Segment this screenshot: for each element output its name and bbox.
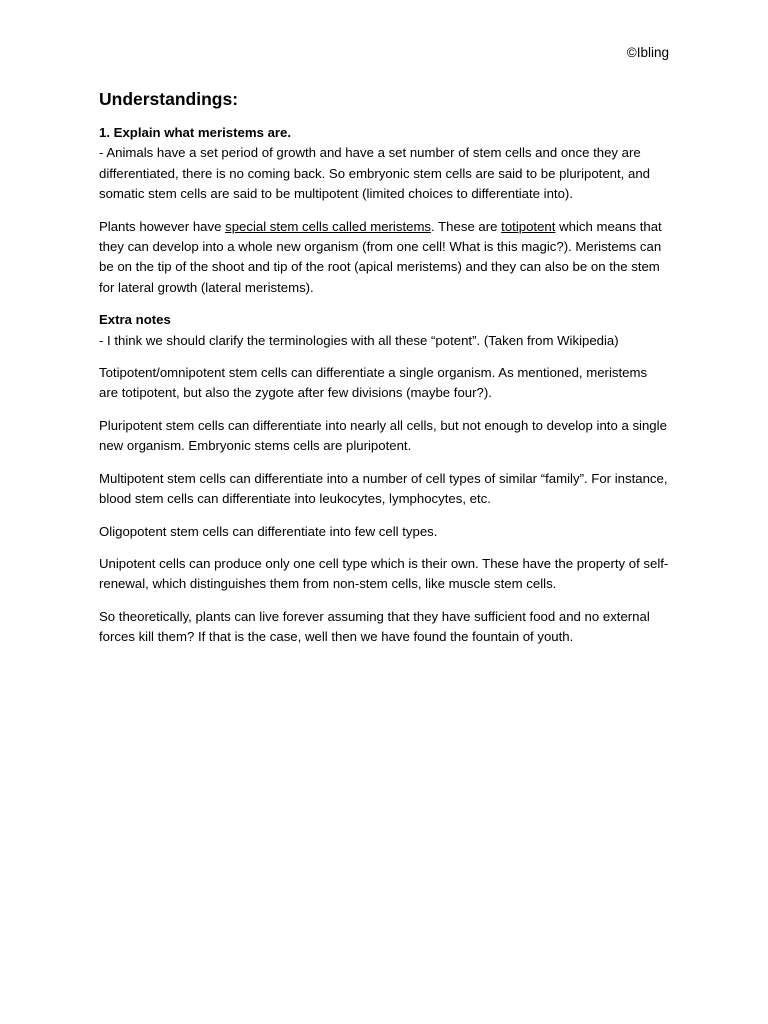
extra-notes-text: - I think we should clarify the terminologies with all these “potent”. (Taken from Wikipedia)	[99, 332, 619, 348]
underlined-totipotent: totipotent	[501, 218, 556, 234]
paragraph-multipotent: Multipotent stem cells can differentiate into a number of cell types of similar “family”. For instance, blood stem cells can differentiate into leukocytes, lymphocytes, etc.	[99, 470, 668, 507]
paragraph-totipotent: Totipotent/omnipotent stem cells can differentiate a single organism. As mentioned, meristems are totipotent, but also the zygote after few divisions (maybe four?).	[99, 365, 648, 401]
copyright-label: ©Ibling	[626, 45, 669, 60]
paragraph-plants-pre: Plants however have	[99, 218, 226, 234]
paragraph-plants	[99, 217, 669, 299]
document-body	[99, 87, 669, 660]
underlined-meristems: special stem cells called meristems	[225, 218, 432, 234]
paragraph-pluripotent: Pluripotent stem cells can differentiate into nearly all cells, but not enough to develop into a single new organism. Embryonic stems cells are pluripotent.	[99, 417, 667, 454]
question-block	[99, 123, 669, 205]
extra-notes-title: Extra notes	[99, 312, 171, 328]
page-heading: Understandings:	[99, 89, 239, 109]
paragraph-plants-mid: . These are	[431, 218, 502, 234]
paragraph-animals: - Animals have a set period of growth and have a set number of stem cells and once they are differentiated, there is no coming back. So embryonic stem cells are said to be pluripotent, and somatic stem cells are said to be multipotent (limited choices to differentiate into).	[99, 145, 651, 202]
paragraph-oligopotent: Oligopotent stem cells can differentiate into few cell types.	[99, 523, 438, 539]
paragraph-unipotent: Unipotent cells can produce only one cell type which is their own. These have the property of self-renewal, which distinguishes them from non-stem cells, like muscle stem cells.	[99, 555, 669, 592]
question-title: 1. Explain what meristems are.	[99, 125, 292, 140]
extra-notes-block	[99, 310, 669, 351]
paragraph-conclusion: So theoretically, plants can live forever assuming that they have sufficient food and no external forces kill them? If that is the case, well then we have found the fountain of youth.	[99, 608, 650, 645]
paragraph-plants-post: which means that they can develop into a whole new organism (from one cell! What is this magic?). Meristems can be on the tip of the shoot and tip of the root (apical meristems) and they can also be on the stem for lateral growth (lateral meristems).	[99, 218, 662, 295]
